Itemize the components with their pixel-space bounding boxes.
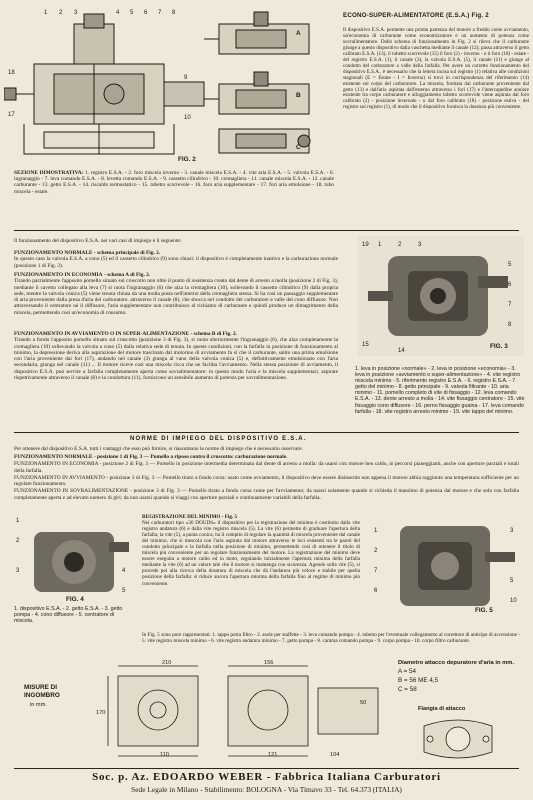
- dimensions-title: MISURE DI INGOMBRO: [24, 684, 60, 699]
- norms-item: FUNZIONAMENTO IN AVVIAMENTO - posizione 3 di Fig. 3 — Pomello tirato a fondo corsa: usato come avviamento, il dispositivo deve essere disinserito non appena il motore abbia raggiunto una temperatura sufficiente per un regolare funzionamento.: [14, 474, 519, 488]
- dim-value: 170: [96, 710, 106, 716]
- svg-text:2: 2: [398, 242, 402, 248]
- company-address: Sede Legale in Milano - Stabilimento: BOLOGNA - Via Timavo 33 - Tel. 64.373 (ITALIA): [131, 785, 402, 794]
- norms-item: FUNZIONAMENTO IN SOVRALIMENTAZIONE - posizione 3 di Fig. 3 — Pomello tirato a fondo corsa come per l'avviamento; da usarsi solamente quando si richieda il massimo di potenza dal motore e che solo con farfalla completamente aperta e ad elevato numero di giri; da non usarsi quando si viaggi con aperture parziali e continuamente variabili della farfalla.: [14, 488, 519, 501]
- fig5-legend: In Fig. 5 sono pure rappresentati: 1. tappo porta filtro - 2. asole per staffette - 3. leva comando pompa - 4. tubetto per l'eventuale collegamento al correttore di anticipo di accensione - 5. vite registro miscela minimo - 6. vite registro andatura minimo - 7. getto pompa - 8. camma comando pompa - 9. corpo pompa - 10. corpo filtro carburante.: [142, 632, 520, 644]
- svg-text:2: 2: [59, 10, 63, 16]
- svg-text:19: 19: [362, 242, 369, 248]
- fig2-section-drawing: [4, 4, 334, 166]
- svg-text:10: 10: [510, 598, 517, 604]
- svg-text:6: 6: [144, 10, 148, 16]
- svg-text:5: 5: [130, 10, 134, 16]
- flange-title: Flangia di attacco: [418, 706, 466, 712]
- page-title: ECONO-SUPER-ALIMENTATORE (E.S.A.) Fig. 2: [343, 12, 489, 19]
- fig3-label: FIG. 3: [490, 343, 508, 350]
- svg-text:9: 9: [184, 75, 188, 81]
- idle-sub: - Fig. 5: [221, 514, 238, 520]
- usage-intro: Il funzionamento del dispositivo E.S.A. nei vari casi di impiego è il seguente:: [14, 238, 182, 244]
- svg-text:15: 15: [362, 342, 369, 348]
- dim-value: 110: [160, 752, 169, 758]
- svg-text:1: 1: [44, 10, 48, 16]
- norms-title: NORME DI IMPIEGO DEL DISPOSITIVO E.S.A.: [130, 436, 307, 442]
- economy-text: Tirando parzialmente l'apposito pomello situato sul cruscotto non oltre il punto di resistenza creato dal dente di arresto a molla (posizione 2 di Fig. 3), mediante il cavetto collegato alla leva (7) si ruota l'ingranaggio (6) che alza la cremagliera (10), sollevando il cassetto cilindrico (9) dalla propria sede, mentre la valvola conica (5) viene tenuta chiusa da una molla posta nell'interno della cremagliera stessa. Si ha così un passaggio supplementare di aria proveniente dalla presa d'aria del carburatore, attraverso il canale (8), che sbocca nel condotto del carburatore a valle del cono diffusore. Non attraversando il centratore né il diffusore, l'aria supplementare non contribuisce al richiamo di carburante e quindi produce un dimagrimento della miscela, permettendo così un'economia di consumo.: [14, 278, 338, 316]
- svg-text:3: 3: [16, 568, 20, 574]
- norms-list: [14, 454, 519, 501]
- economy-section: [14, 272, 338, 316]
- svg-text:3: 3: [418, 242, 422, 248]
- diameter-row: B = 56 ME 4,5: [398, 677, 439, 685]
- starting-sub: - schema B di Fig. 2.: [190, 331, 237, 337]
- norms-item: FUNZIONAMENTO NORMALE - posizione 1 di Fig. 3 — Pomello a riposo contro il cruscotto: carburazione normale.: [14, 454, 288, 460]
- normal-text: In questo caso la valvola E.S.A. a cono (5) ed il cassetto cilindrico (9) sono chiusi: il dispositivo è completamente inattivo e la carburazione normale (posizione 1 di Fig. 3).: [14, 256, 338, 269]
- dim-value: 156: [264, 660, 274, 666]
- svg-text:5: 5: [510, 578, 514, 584]
- svg-text:3: 3: [510, 528, 514, 534]
- norms-item: FUNZIONAMENTO IN ECONOMIA - posizione 2 di Fig. 3 — Pomello in posizione intermedia determinata dal dente di arresto a molla: da usarsi con motore ben caldo, in percorsi pianeggianti, anche con aperture parziali e totali della farfalla.: [14, 461, 519, 474]
- dimensions-unit: in mm.: [30, 702, 47, 708]
- normal-sub: - schema principale di Fig. 2.: [93, 250, 161, 256]
- starting-section: [14, 331, 338, 381]
- fig2-legend-text: 1. registro E.S.A. - 2. foro miscela inverno - 3. canale miscela E.S.A. - 4. vite aria E.S.A. - 5. valvola E.S.A. - 6. ingranaggio - 7. leva comando E.S.A. - 8. levetta comando E.S.A. - 9. cassetto cilindrico - 10. cremagliera - 11. canale miscela E.S.A. - 12. canale carburante - 13. getto E.S.A. - 14. riscaldo termostatico - 15. tubetto scorrevole - 16. foro aria supplementare - 17. fori aria emulsione - 18. tubo miscela - estate.: [14, 170, 334, 195]
- svg-text:1: 1: [16, 518, 20, 524]
- svg-text:8: 8: [508, 322, 512, 328]
- idle-section: [142, 514, 360, 587]
- svg-text:7: 7: [374, 568, 378, 574]
- starting-title: FUNZIONAMENTO IN AVVIAMENTO O IN SUPER-ALIMENTAZIONE: [14, 331, 189, 337]
- diameter-row: A = 54: [398, 668, 417, 676]
- normal-section: [14, 250, 338, 269]
- norms-intro: Per ottenere dal dispositivo E.S.A. tutti i vantaggi che esso può fornire, si riassumono le norme di impiego che è necessario osservare.: [14, 446, 303, 452]
- divider-mid: [14, 432, 519, 433]
- fig3-caption: 1. leva in posizione «normale» - 2. leva in posizione «economia» - 3. leva in posizione «avviamento o super-alimentazione» - 4. vite registro miscela minimo - 5. riferimento registro E.S.A. - 6. registro E.S.A. - 7. getto del minimo - 8. getto principale - 9. valvola filtrante - 10. aria minimo - 11. pomello completo di vite di fissaggio - 12. leva comando E.S.A. - 13. dente arresto a molla - 14. vite fissaggio centratore - 15. vite fissaggio cono diffusore - 16. perno fissaggio guaina - 17. leva comando farfalla - 18. vite registro arresto minimo - 19. vite tappo del minimo.: [355, 366, 525, 415]
- starting-text: Tirando a fondo l'apposito pomello situato sul cruscotto (posizione 3 di Fig. 3), si ruota ulteriormente l'ingranaggio (6), che alza completamente la cremagliera (10) sollevando la valvola a cono (5) dalla relativa sede di tenuta. In queste condizioni, con la farfalla in posizione di funzionamento al minimo, la depressione deriva alla aspirazione del motore trascinato dal motorino di avviamento fa sì che il carburante, salito una prima emulsione con l'aria proveniente dai fori (17), andando nel canale (3) giunga al vano della valvola conica (5) e, definitivamente emulsionato con l'aria secondaria, giunga nel canale (11) ... Il motore riceve così una miscela ricca che ne facilita l'avviamento. Nella stessa posizione di avviamento, il dispositivo E.S.A. può servire a farfalla completamente aperta come sovralimentatore: in questo modo l'aria e la miscela supplementari, aspirate rispettivamente attraverso il canale (8) e la condottura (11), forniscono un sensibile aumento di potenza per sovralimentazione.: [14, 337, 338, 382]
- dim-value: 210: [162, 660, 172, 666]
- svg-text:10: 10: [184, 115, 191, 121]
- dim-value: 121: [268, 752, 278, 758]
- divider-footer: [14, 768, 519, 769]
- svg-text:14: 14: [398, 348, 405, 354]
- normal-title: FUNZIONAMENTO NORMALE: [14, 250, 93, 256]
- idle-text: Nei carburatori tipo «36 DOUDS» il dispositivo per la registrazione del minimo è costituito dalla vite registro andatura (6) e dalla vite registro miscela (5). La vite (6) permette di graduare l'apertura della farfalla; la vite (5), a punta conica, ha il compito di regolare la quantità di miscela proveniente dal canale del minimo, che si mescola con l'aria aspirata dal motore attraverso le luci esistenti tra le pareti del condotto principale e la farfalla nella posizione di minimo, permettendo così di ottenere il titolo di miscela più conveniente per un regolare funzionamento del motore. La registrazione del minimo deve essere eseguita a motore caldo ed in moto, regolando inizialmente l'apertura minima della farfalla mediante la vite (6) ad un valore tale che il motore si mantenga con sicurezza. Agendo sulla vite (5), si procede poi alla ricerca della dosatura di miscela che dà l'andatura più veloce e stabile per quella posizione della farfalla: si riduce ancora l'apertura minima della farfalla fino al regime di minimo più conveniente.: [142, 520, 360, 587]
- fig2-detail-c-label: C: [296, 144, 301, 151]
- svg-text:4: 4: [122, 568, 126, 574]
- fig2-detail-a-label: A: [296, 30, 301, 37]
- svg-text:2: 2: [374, 548, 378, 554]
- svg-text:3: 3: [74, 10, 78, 16]
- svg-text:7: 7: [158, 10, 162, 16]
- svg-text:5: 5: [508, 262, 512, 268]
- dim-value: 104: [330, 752, 340, 758]
- company-name: Soc. p. Az. EDOARDO WEBER - Fabbrica Italiana Carburatori: [92, 771, 441, 783]
- svg-text:8: 8: [172, 10, 176, 16]
- dim-value: 50: [360, 700, 367, 706]
- flange-drawing: [418, 716, 498, 762]
- svg-text:6: 6: [374, 588, 378, 594]
- svg-text:6: 6: [508, 282, 512, 288]
- svg-text:1: 1: [374, 528, 378, 534]
- fig4-label: FIG. 4: [66, 596, 84, 603]
- svg-text:7: 7: [508, 302, 512, 308]
- fig5-carburetor-photo: [370, 512, 522, 624]
- dimension-drawing: [88, 658, 394, 764]
- svg-text:5: 5: [122, 588, 126, 594]
- svg-text:1: 1: [378, 242, 382, 248]
- svg-text:4: 4: [116, 10, 120, 16]
- fig2-legend-title: SEZIONE DIMOSTRATIVA:: [14, 170, 84, 176]
- diameter-title: Diametro attacco depuratore d'aria in mm.: [398, 660, 515, 666]
- fig5-label: FIG. 5: [475, 607, 493, 614]
- divider-top: [14, 230, 519, 231]
- esa-description: Il dispositivo E.S.A. permette una pronta partenza del motore a freddo come avviamento, un'economia di carburante come economizzatore e un aumento di potenza come sovralimentatore. Dallo schema di funzionamento in Fig. 2 si rileva che il carburante giunge a questo dispositivo dalla vaschetta mediante il canale (12); passa attraverso il getto calibrato E.S.A. (13), il tubetto scorrevole (15) il foro (2) - inverno - o il foro (18) - estate - del registro E.S.A. (1), il canale (3), la valvola E.S.A. (5), il canale (11) e giunge al condotto del carburatore a valle della farfalla. Per avere un corretto funzionamento del dispositivo E.S.A., è necessario che la lettera incisa sul registro (1) relativa alle condizioni stagionali (E = Estate - I = Inverno) si trovi in corrispondenza del riferimento (14) esistente sul corpo del carburatore. La miscela, formata dal carburante proveniente dal getto (13) e dall'aria aspirata dall'esterno attraverso i fori (17) e l'intercapedine anulare esistente tra corpo carburatore e alloggiamento tubetto scorrevole viene aspirata dal foro calibrato (2) - posizione invernale - o dal foro calibrato (18) - posizione estiva - del registro sul registro (1), di modo che il dispositivo fornisca la dosatura più conveniente.: [343, 27, 529, 111]
- fig2-label: FIG. 2: [178, 156, 196, 163]
- svg-text:18: 18: [8, 70, 15, 76]
- svg-text:2: 2: [16, 538, 20, 544]
- economy-title: FUNZIONAMENTO IN ECONOMIA: [14, 272, 103, 278]
- diameter-row: C = 58: [398, 686, 417, 694]
- air-filter-diameter-table: [398, 660, 518, 695]
- fig2-legend: [14, 170, 334, 195]
- fig3-carburetor-photo: [358, 236, 524, 356]
- fig4-carburetor-photo: [14, 512, 134, 608]
- idle-title: REGISTRAZIONE DEL MINIMO: [142, 514, 221, 520]
- economy-sub: - schema A di Fig. 2.: [103, 272, 151, 278]
- fig4-caption: 1. dispositivo E.S.A. - 2. getto E.S.A. - 3. getto pompa - 4. cono diffusore - 5. centratore di miscela.: [14, 606, 123, 625]
- fig2-detail-b-label: B: [296, 92, 301, 99]
- svg-text:17: 17: [8, 112, 15, 118]
